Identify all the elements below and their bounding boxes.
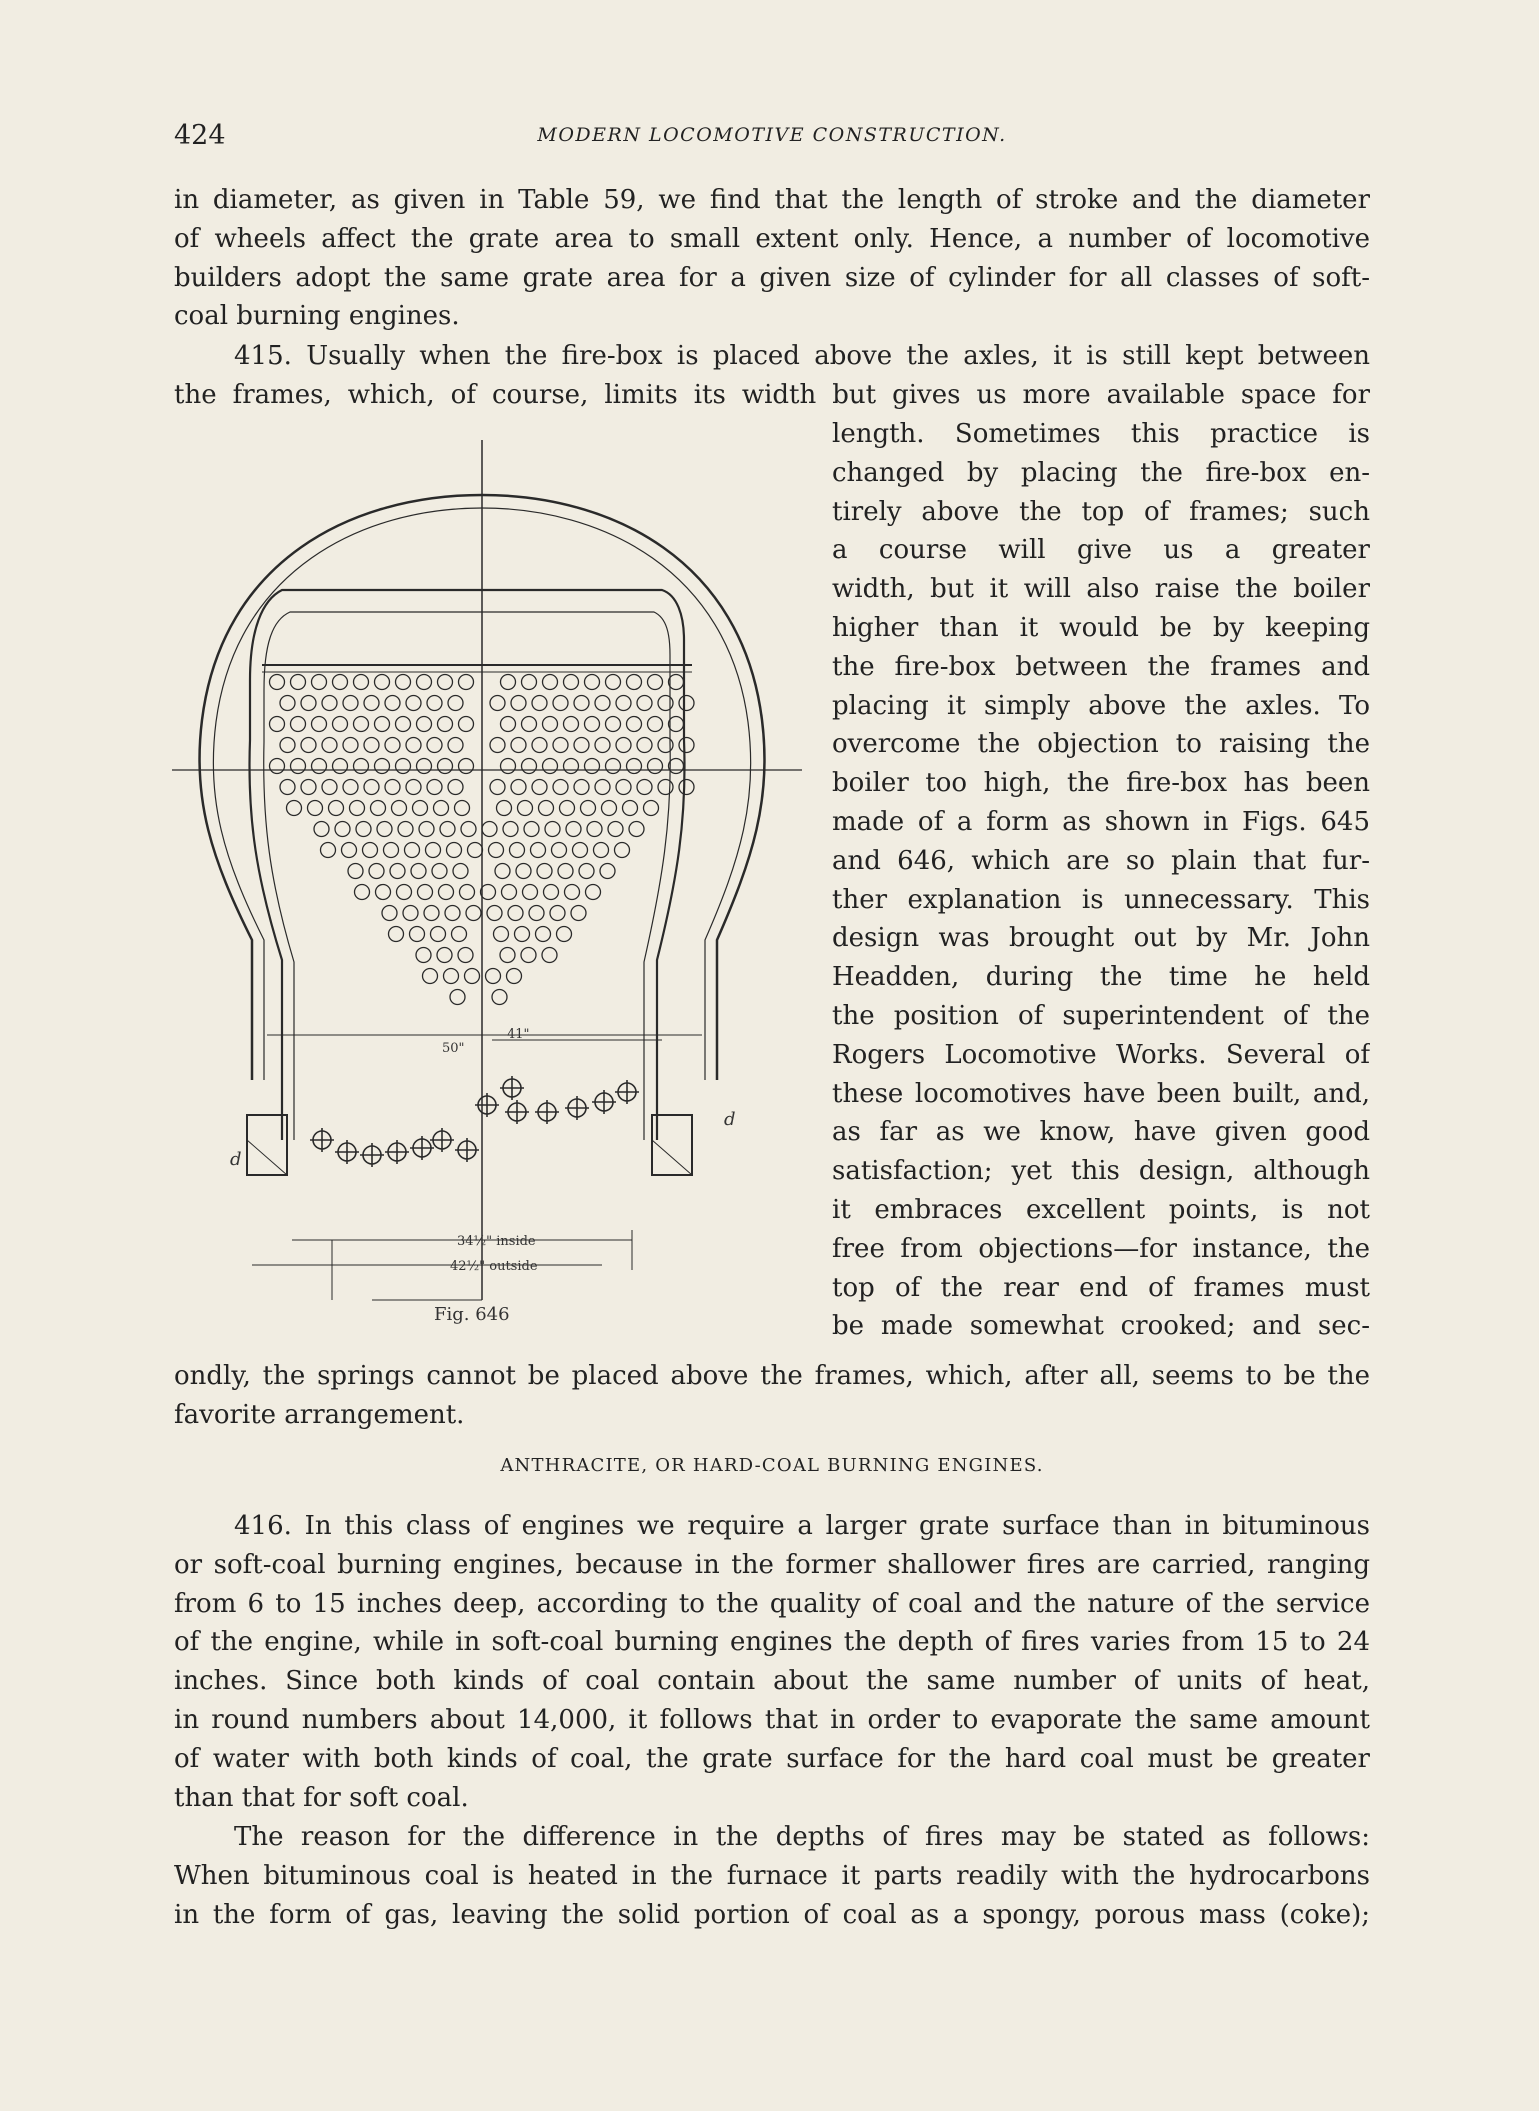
text-line: in round numbers about 14,000, it follows that in order to evaporate the same amount [174,1704,1370,1735]
boiler-tube [312,717,327,732]
boiler-tube [587,822,602,837]
boiler-tube [321,843,336,858]
boiler-tube [301,780,316,795]
boiler-tube [594,843,609,858]
text-line: of the engine, while in soft-coal burning engines the depth of fires varies from 15 to 24 [174,1627,1370,1658]
boiler-tube [602,801,617,816]
boiler-tube [495,864,510,879]
boiler-tube [453,864,468,879]
boiler-tube [627,675,642,690]
boiler-tube [280,780,295,795]
boiler-tube [291,717,306,732]
boiler-tube [585,675,600,690]
boiler-tube [417,759,432,774]
text-line: satisfaction; yet this design, although [832,1156,1370,1187]
boiler-tube [490,738,505,753]
boiler-tube [385,738,400,753]
boiler-tube [522,675,537,690]
boiler-tube [396,675,411,690]
boiler-tube [437,948,452,963]
boiler-tube [543,675,558,690]
boiler-tube [524,822,539,837]
boiler-tube [608,822,623,837]
boiler-tube [438,717,453,732]
boiler-tube [566,822,581,837]
section-heading: ANTHRACITE, OR HARD-COAL BURNING ENGINES. [500,1455,1044,1476]
boiler-tube [406,780,421,795]
text-line: higher than it would be by keeping [832,612,1370,643]
text-line: width, but it will also raise the boiler [832,574,1370,605]
boiler-tube [492,990,507,1005]
boiler-tube [448,780,463,795]
text-line: be made somewhat crooked; and sec- [832,1311,1370,1342]
boiler-tube [511,780,526,795]
text-line: When bituminous coal is heated in the furnace it parts readily with the hydrocarbons [174,1860,1370,1891]
boiler-tube [553,780,568,795]
text-line: the position of superintendent of the [832,1000,1370,1031]
boiler-tube [291,675,306,690]
boiler-tube [364,738,379,753]
boiler-tube [397,885,412,900]
boiler-tube [539,801,554,816]
text-line: changed by placing the fire-box en- [832,457,1370,488]
boiler-tube [356,822,371,837]
text-line: inches. Since both kinds of coal contain about the same number of units of heat, [174,1666,1370,1697]
boiler-tube [544,885,559,900]
boiler-tube [501,675,516,690]
boiler-tube [585,717,600,732]
boiler-tube [375,675,390,690]
boiler-tube [460,885,475,900]
boiler-tube [571,906,586,921]
text-line: 415. Usually when the fire-box is placed above the axles, it is still kept between [234,341,1370,371]
boiler-tube [658,738,673,753]
boiler-tube [595,738,610,753]
boiler-tube [308,801,323,816]
boiler-tube [447,843,462,858]
boiler-tube [494,927,509,942]
boiler-tube [615,843,630,858]
stay-bolt [615,1080,639,1104]
boiler-tube [335,822,350,837]
text-line: 416. In this class of engines we require a larger grate surface than in bituminous [234,1511,1370,1541]
stay-bolt [335,1140,359,1164]
text-line: favorite arrangement. [174,1399,465,1430]
text-line: ondly, the springs cannot be placed above the frames, which, after all, seems to be the [174,1361,1370,1391]
boiler-tube [375,717,390,732]
text-line: than that for soft coal. [174,1782,469,1813]
boiler-tube [427,696,442,711]
figure-caption: Fig. 646 [434,1304,510,1325]
boiler-tube [398,822,413,837]
boiler-tube [465,969,480,984]
boiler-tube [452,927,467,942]
text-line: coal burning engines. [174,301,460,332]
boiler-tube [355,885,370,900]
text-line: length. Sometimes this practice is [832,419,1370,449]
boiler-tube [350,801,365,816]
boiler-tube [574,696,589,711]
text-line: from 6 to 15 inches deep, according to the quality of coal and the nature of the service [174,1588,1370,1619]
paragraph-415-end [174,1357,1370,1435]
boiler-tube [565,885,580,900]
boiler-tube [369,864,384,879]
text-line: free from objections—for instance, the [832,1233,1370,1264]
boiler-tube [669,675,684,690]
boiler-tube [459,759,474,774]
boiler-tube [329,801,344,816]
boiler-tube [482,822,497,837]
boiler-tube [312,759,327,774]
boiler-tube [312,675,327,690]
boiler-tube [518,801,533,816]
boiler-tube [600,864,615,879]
label-d-left: d [230,1149,242,1170]
boiler-tube [553,696,568,711]
boiler-tube [376,885,391,900]
boiler-tube [542,948,557,963]
text-line: top of the rear end of frames must [832,1272,1370,1303]
boiler-tube [501,759,516,774]
boiler-tube [679,738,694,753]
boiler-tube [322,738,337,753]
boiler-tube [410,927,425,942]
boiler-tube [490,696,505,711]
boiler-tube [427,738,442,753]
boiler-tube [531,843,546,858]
boiler-tube [427,780,442,795]
boiler-tube [416,948,431,963]
boiler-tube [438,759,453,774]
boiler-tube [342,843,357,858]
text-line: or soft-coal burning engines, because in the former shallower fires are carried, ranging [174,1549,1370,1580]
text-line: ther explanation is unnecessary. This [832,884,1370,915]
boiler-tube [406,738,421,753]
dim-outside-label: 42½" outside [450,1259,538,1274]
text-line: overcome the objection to raising the [832,729,1370,760]
boiler-tube [396,717,411,732]
boiler-tube [405,843,420,858]
boiler-tube [629,822,644,837]
boiler-tube [417,717,432,732]
boiler-tube [385,696,400,711]
boiler-tube [606,675,621,690]
boiler-tube [392,801,407,816]
boiler-tube [343,780,358,795]
text-line: in the form of gas, leaving the solid portion of coal as a spongy, porous mass (coke); [174,1899,1370,1930]
boiler-tube [487,906,502,921]
boiler-tube [573,843,588,858]
boiler-tube [354,717,369,732]
boiler-tube [301,738,316,753]
boiler-tube [564,717,579,732]
boiler-tube [426,843,441,858]
text-line: boiler too high, the fire-box has been [832,768,1370,799]
boiler-tube [448,696,463,711]
boiler-tube [557,927,572,942]
boiler-tube [585,759,600,774]
paragraph-416 [174,1507,1370,1817]
boiler-tube [500,948,515,963]
boiler-tube [375,759,390,774]
boiler-tube [423,969,438,984]
page-number: 424 [174,120,226,151]
boiler-tube [616,696,631,711]
boiler-tube [459,717,474,732]
boiler-tube [501,717,516,732]
boiler-tube [468,843,483,858]
boiler-tube [322,780,337,795]
text-line: and 646, which are so plain that fur- [832,845,1370,876]
boiler-tube [417,675,432,690]
boiler-tube [560,801,575,816]
boiler-tube [648,717,663,732]
boiler-tube [627,717,642,732]
boiler-tube [403,906,418,921]
boiler-tube [348,864,363,879]
text-line: design was brought out by Mr. John [832,923,1370,954]
boiler-tube [450,990,465,1005]
boiler-tube [424,906,439,921]
boiler-tube [291,759,306,774]
boiler-tube [280,738,295,753]
boiler-tube [448,738,463,753]
text-line: Headden, during the time he held [832,962,1370,993]
boiler-tube [432,864,447,879]
boiler-tube [623,801,638,816]
boiler-tube [343,738,358,753]
boiler-tube [522,717,537,732]
text-line: builders adopt the same grate area for a given size of cylinder for all classes of soft- [174,262,1370,293]
boiler-tube [511,738,526,753]
text-line: made of a form as shown in Figs. 645 [832,806,1370,837]
boiler-tube [579,864,594,879]
boiler-tube [411,864,426,879]
boiler-tube [458,948,473,963]
boiler-tube [616,738,631,753]
boiler-tube [322,696,337,711]
boiler-tube [301,696,316,711]
boiler-tube [606,759,621,774]
text-line: it embraces excellent points, is not [832,1194,1370,1225]
boiler-tube [545,822,560,837]
boiler-tube [419,822,434,837]
boiler-tube [489,843,504,858]
boiler-tube [418,885,433,900]
boiler-tube [581,801,596,816]
figure-646 [172,440,808,1340]
boiler-tube [382,906,397,921]
boiler-tube [390,864,405,879]
boiler-tube [595,780,610,795]
boiler-tube [377,822,392,837]
stay-bolt [385,1140,409,1164]
boiler-tube [431,927,446,942]
boiler-tube [658,780,673,795]
running-title: MODERN LOCOMOTIVE CONSTRUCTION. [537,124,1007,146]
boiler-tube [658,696,673,711]
paragraph-415-side-column [832,415,1370,1346]
boiler-tube [669,717,684,732]
boiler-tube [616,780,631,795]
boiler-tube [529,906,544,921]
boiler-tube [389,927,404,942]
boiler-tube [515,927,530,942]
boiler-tube [333,759,348,774]
stay-bolt [310,1128,334,1152]
boiler-tube [385,780,400,795]
boiler-tube [507,969,522,984]
boiler-tube [511,696,526,711]
boiler-tube [644,801,659,816]
dim-41-label: 41" [507,1027,530,1042]
boiler-tube [406,696,421,711]
boiler-tube [490,780,505,795]
boiler-tube [543,759,558,774]
boiler-tube [354,759,369,774]
stay-bolt [565,1096,589,1120]
boiler-tube [550,906,565,921]
boiler-tube [637,696,652,711]
boiler-tube [552,843,567,858]
boiler-tube [536,927,551,942]
text-line: of water with both kinds of coal, the grate surface for the hard coal must be greater [174,1743,1370,1774]
boiler-tube [445,906,460,921]
boiler-tube [270,675,285,690]
stay-bolt [592,1090,616,1114]
paragraph-415-start [174,337,1370,415]
boiler-tube [440,822,455,837]
boiler-tube [364,780,379,795]
text-line: The reason for the difference in the depths of fires may be stated as follows: [234,1822,1370,1852]
boiler-tube [270,759,285,774]
boiler-tube [537,864,552,879]
boiler-tube [627,759,642,774]
boiler-tube [280,696,295,711]
boiler-tube [532,780,547,795]
boiler-tube [343,696,358,711]
boiler-tube [564,675,579,690]
boiler-tube [503,822,518,837]
text-line: Rogers Locomotive Works. Several of [832,1039,1370,1070]
boiler-tube [434,801,449,816]
stay-bolt [360,1143,384,1167]
boiler-tube [287,801,302,816]
boiler-tube [396,759,411,774]
boiler-tube [486,969,501,984]
boiler-tube [558,864,573,879]
boiler-tube [532,696,547,711]
dim-50-label: 50" [442,1041,465,1056]
stay-bolt [475,1093,499,1117]
boiler-tube [595,696,610,711]
text-line: the fire-box between the frames and [832,651,1370,682]
boiler-tube [574,738,589,753]
boiler-tube [637,738,652,753]
boiler-tube [413,801,428,816]
boiler-tube [384,843,399,858]
text-line: in diameter, as given in Table 59, we find that the length of stroke and the diameter [174,185,1370,215]
stay-bolt [535,1100,559,1124]
boiler-tube [522,759,537,774]
boiler-tube [314,822,329,837]
boiler-tube [497,801,512,816]
paragraph-417 [174,1818,1370,1934]
boiler-tube [354,675,369,690]
boiler-tube [648,675,663,690]
boiler-tube [439,885,454,900]
dim-inside-label: 34½" inside [457,1234,536,1249]
boiler-tube [466,906,481,921]
boiler-tube [553,738,568,753]
boiler-tube [364,696,379,711]
boiler-tube [455,801,470,816]
text-line: tirely above the top of frames; such [832,496,1370,527]
text-line: these locomotives have been built, and, [832,1078,1370,1109]
stay-bolt [500,1076,524,1100]
firebox-section-drawing [172,440,808,1340]
boiler-tube [502,885,517,900]
boiler-tube [363,843,378,858]
boiler-tube [270,717,285,732]
boiler-tube [333,675,348,690]
boiler-tube [564,759,579,774]
boiler-tube [459,675,474,690]
boiler-tube [606,717,621,732]
boiler-tube [679,780,694,795]
boiler-tube [532,738,547,753]
label-d-right: d [724,1109,736,1130]
boiler-tube [438,675,453,690]
boiler-tube [371,801,386,816]
boiler-tube [508,906,523,921]
boiler-tube [461,822,476,837]
running-head [174,120,1370,160]
boiler-tube [521,948,536,963]
boiler-tube [637,780,652,795]
text-line: the frames, which, of course, limits its width but gives us more available space for [174,379,1370,410]
stay-bolt [505,1100,529,1124]
stay-bolt [455,1138,479,1162]
boiler-tube [510,843,525,858]
boiler-tube [543,717,558,732]
text-line: of wheels affect the grate area to small extent only. Hence, a number of locomotive [174,223,1370,254]
boiler-tube [333,717,348,732]
boiler-tube [648,759,663,774]
boiler-tube [516,864,531,879]
text-line: as far as we know, have given good [832,1117,1370,1148]
intro-paragraph [174,181,1370,336]
text-line: placing it simply above the axles. To [832,690,1370,721]
text-line: a course will give us a greater [832,535,1370,566]
boiler-tube [679,696,694,711]
boiler-tube [523,885,538,900]
boiler-tube [586,885,601,900]
boiler-tube [444,969,459,984]
boiler-tube [574,780,589,795]
